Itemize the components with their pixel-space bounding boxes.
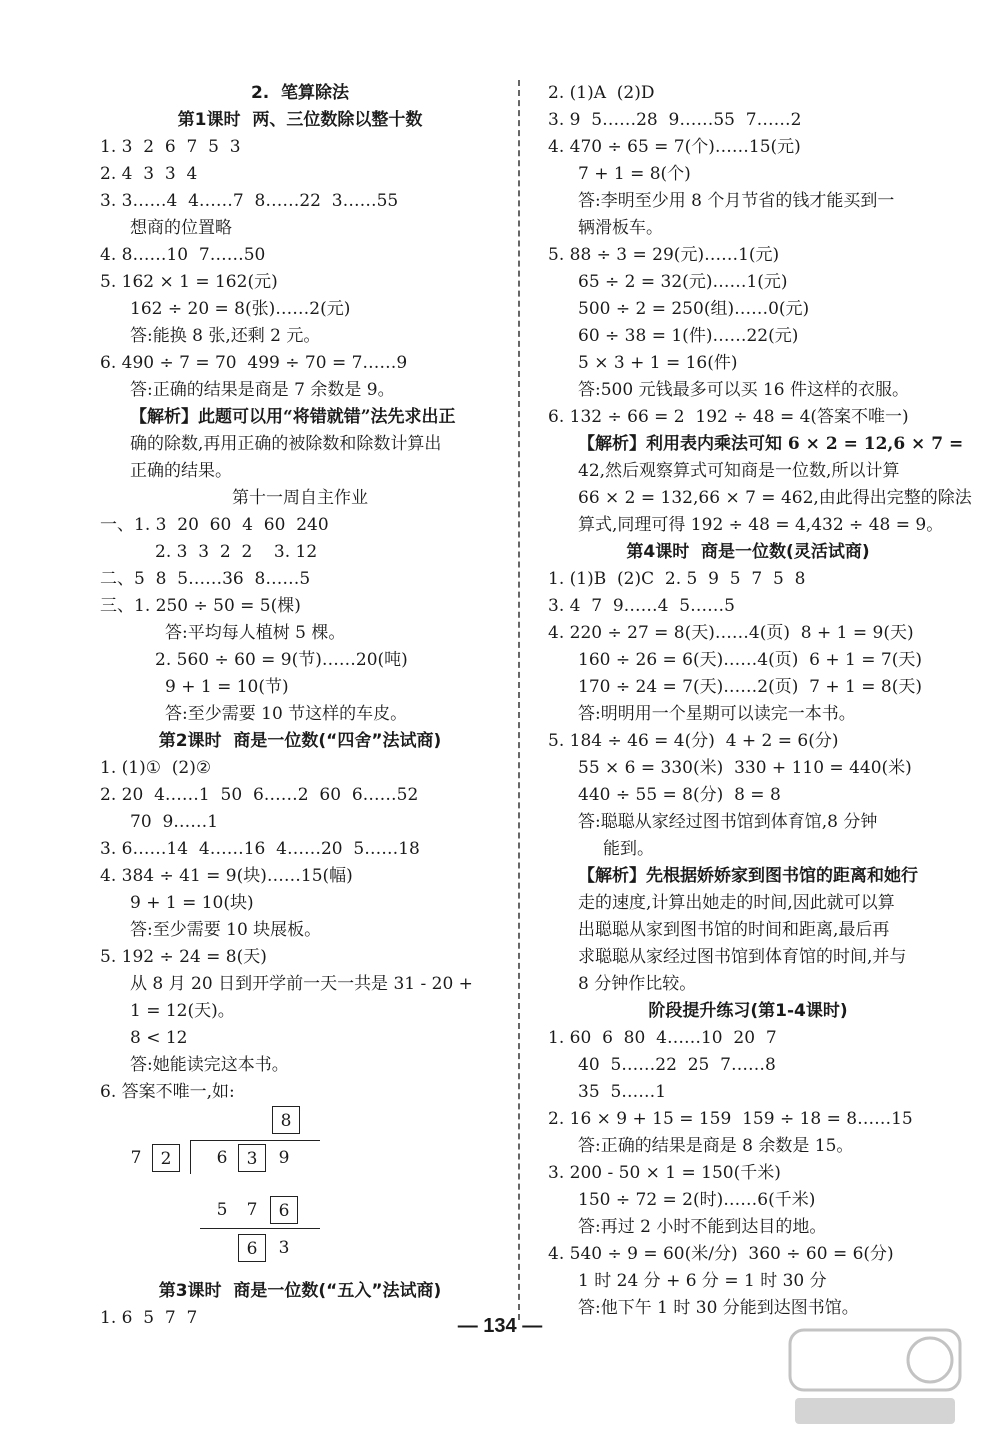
answer-line: 二、5 8 5……36 8……5 [100,569,311,589]
answer-line: 求聪聪从家经过图书馆到体育馆的时间,并与 [578,947,907,967]
answer-line: 4. 384 ÷ 41 = 9(块)……15(幅) [100,866,353,886]
answer-line: 确的除数,再用正确的被除数和除数计算出 [130,434,442,454]
answer-line: 70 9……1 [130,812,219,832]
answer-line: 答:正确的结果是商是 8 余数是 15。 [578,1136,854,1156]
answer-line: 1. 6 5 7 7 [100,1308,198,1328]
answer-line: 8 分钟作比较。 [578,974,697,994]
section-heading: 第4课时 商是一位数(灵活试商) [626,542,870,562]
page-number: — 134 — [457,1315,543,1337]
answer-line: 答:至少需要 10 节这样的车皮。 [165,704,408,724]
answer-line: 3. 9 5……28 9……55 7……2 [548,110,802,130]
section-heading: 2. 笔算除法 [250,83,350,103]
answer-line: 一、1. 3 20 60 4 60 240 [100,515,329,535]
answer-line: 162 ÷ 20 = 8(张)……2(元) [130,299,351,319]
answer-line: 4. 8……10 7……50 [100,245,266,265]
answer-line: 6. 答案不唯一,如: [100,1082,235,1102]
divisor-digit: 7 [130,1148,142,1168]
answer-line: 5. 162 × 1 = 162(元) [100,272,278,292]
answer-line: 2. 4 3 3 4 [100,164,198,184]
answer-line: 出聪聪从家到图书馆的时间和距离,最后再 [578,920,890,940]
answer-line: 1 = 12(天)。 [130,1001,235,1021]
answer-line: 能到。 [603,839,654,859]
answer-line: 答:明明用一个星期可以读完一本书。 [578,704,856,724]
answer-line: 正确的结果。 [130,461,232,481]
answer-line: 40 5……22 25 7……8 [578,1055,776,1075]
answer-line: 1. 60 6 80 4……10 20 7 [548,1028,777,1048]
answer-line: 5. 184 ÷ 46 = 4(分) 4 + 2 = 6(分) [548,731,839,751]
answer-line: 答:平均每人植树 5 棵。 [165,623,346,643]
answer-line: 1. (1)B (2)C 2. 5 9 5 7 5 8 [548,569,806,589]
answer-line: 440 ÷ 55 = 8(分) 8 = 8 [578,785,781,805]
divisor-box: 2 [152,1144,180,1172]
product-digit: 5 [216,1200,228,1220]
quotient-box: 8 [272,1106,300,1134]
answer-line: 答:正确的结果是商是 7 余数是 9。 [130,380,395,400]
left-answer-lines [100,80,500,1106]
answer-line: 【解析】利用表内乘法可知 6 × 2 = 12,6 × 7 = [578,434,964,454]
answer-line: 1. 3 2 6 7 5 3 [100,137,241,157]
left-column [100,80,500,1332]
answer-line: 1. (1)① (2)② [100,758,212,778]
answer-line: 60 ÷ 38 = 1(件)……22(元) [578,326,799,346]
product-box: 6 [270,1196,298,1224]
answer-line: 答:聪聪从家经过图书馆到体育馆,8 分钟 [578,812,878,832]
answer-line: 3. 4 7 9……4 5……5 [548,596,735,616]
answer-line: 1 时 24 分 + 6 分 = 1 时 30 分 [578,1271,827,1291]
answer-line: 9 + 1 = 10(块) [130,893,254,913]
watermark-logo [780,1322,970,1432]
answer-line: 66 × 2 = 132,66 × 7 = 462,由此得出完整的除法 [578,488,972,508]
long-division [100,1106,500,1278]
answer-line: 5. 88 ÷ 3 = 29(元)……1(元) [548,245,780,265]
answer-line: 2. 16 × 9 + 15 = 159 159 ÷ 18 = 8……15 [548,1109,913,1129]
answer-line: 辆滑板车。 [578,218,663,238]
answer-line: 35 5……1 [578,1082,667,1102]
answer-line: 150 ÷ 72 = 2(时)……6(千米) [578,1190,816,1210]
answer-line: 答:她能读完这本书。 [130,1055,289,1075]
answer-line: 160 ÷ 26 = 6(天)……4(页) 6 + 1 = 7(天) [578,650,922,670]
answer-line: 答:李明至少用 8 个月节省的钱才能买到一 [578,191,895,211]
answer-line: 65 ÷ 2 = 32(元)……1(元) [578,272,788,292]
answer-line: 从 8 月 20 日到开学前一天一共是 31 - 20 + [130,974,473,994]
remainder-digit: 3 [278,1238,290,1258]
answer-line: 走的速度,计算出她走的时间,因此就可以算 [578,893,895,913]
section-heading: 第2课时 商是一位数(“四舍”法试商) [158,731,442,751]
section-heading: 第1课时 两、三位数除以整十数 [177,110,423,130]
answer-line: 答:500 元钱最多可以买 16 件这样的衣服。 [578,380,910,400]
subtraction-rule [200,1228,320,1229]
answer-line: 答:他下午 1 时 30 分能到达图书馆。 [578,1298,859,1318]
right-answer-lines [548,80,972,1322]
division-bracket [190,1140,191,1174]
dividend-digit: 9 [278,1148,290,1168]
answer-line: 算式,同理可得 192 ÷ 48 = 4,432 ÷ 48 = 9。 [578,515,944,535]
answer-line: 5. 192 ÷ 24 = 8(天) [100,947,267,967]
answer-line: 想商的位置略 [130,218,232,238]
answer-line: 6. 132 ÷ 66 = 2 192 ÷ 48 = 4(答案不唯一) [548,407,909,427]
dividend-box: 3 [238,1144,266,1172]
section-heading: 阶段提升练习(第1-4课时) [648,1001,848,1021]
answer-line: 4. 470 ÷ 65 = 7(个)……15(元) [548,137,801,157]
division-bar [190,1140,320,1141]
product-digit: 7 [246,1200,258,1220]
section-heading: 第3课时 商是一位数(“五入”法试商) [158,1281,442,1301]
answer-line: 2. 560 ÷ 60 = 9(节)……20(吨) [155,650,408,670]
answer-line: 3. 3……4 4……7 8……22 3……55 [100,191,399,211]
answer-line: 4. 220 ÷ 27 = 8(天)……4(页) 8 + 1 = 9(天) [548,623,914,643]
answer-line: 答:能换 8 张,还剩 2 元。 [130,326,321,346]
answer-line: 170 ÷ 24 = 7(天)……2(页) 7 + 1 = 8(天) [578,677,922,697]
dividend-digit: 6 [216,1148,228,1168]
answer-line: 9 + 1 = 10(节) [165,677,289,697]
answer-line: 4. 540 ÷ 9 = 60(米/分) 360 ÷ 60 = 6(分) [548,1244,894,1264]
answer-line: 2. (1)A (2)D [548,83,655,103]
answer-line: 8 < 12 [130,1028,188,1048]
remainder-box: 6 [238,1234,266,1262]
answer-line: 55 × 6 = 330(米) 330 + 110 = 440(米) [578,758,912,778]
answer-line: 第十一周自主作业 [232,488,368,508]
answer-line: 7 + 1 = 8(个) [578,164,691,184]
answer-line: 3. 200 - 50 × 1 = 150(千米) [548,1163,781,1183]
answer-line: 答:再过 2 小时不能到达目的地。 [578,1217,827,1237]
answer-line: 三、1. 250 ÷ 50 = 5(棵) [100,596,301,616]
answer-line: 2. 3 3 2 2 3. 12 [155,542,318,562]
answer-line: 【解析】此题可以用“将错就错”法先求出正 [130,407,456,427]
answer-line: 【解析】先根据娇娇家到图书馆的距离和她行 [578,866,918,886]
answer-line: 500 ÷ 2 = 250(组)……0(元) [578,299,810,319]
answer-line: 42,然后观察算式可知商是一位数,所以计算 [578,461,900,481]
answer-line: 答:至少需要 10 块展板。 [130,920,322,940]
answer-line: 6. 490 ÷ 7 = 70 499 ÷ 70 = 7……9 [100,353,408,373]
answer-line: 2. 20 4……1 50 6……2 60 6……52 [100,785,419,805]
column-divider [518,80,520,1320]
answer-line: 3. 6……14 4……16 4……20 5……18 [100,839,420,859]
right-column [548,80,972,1322]
answer-line: 5 × 3 + 1 = 16(件) [578,353,738,373]
